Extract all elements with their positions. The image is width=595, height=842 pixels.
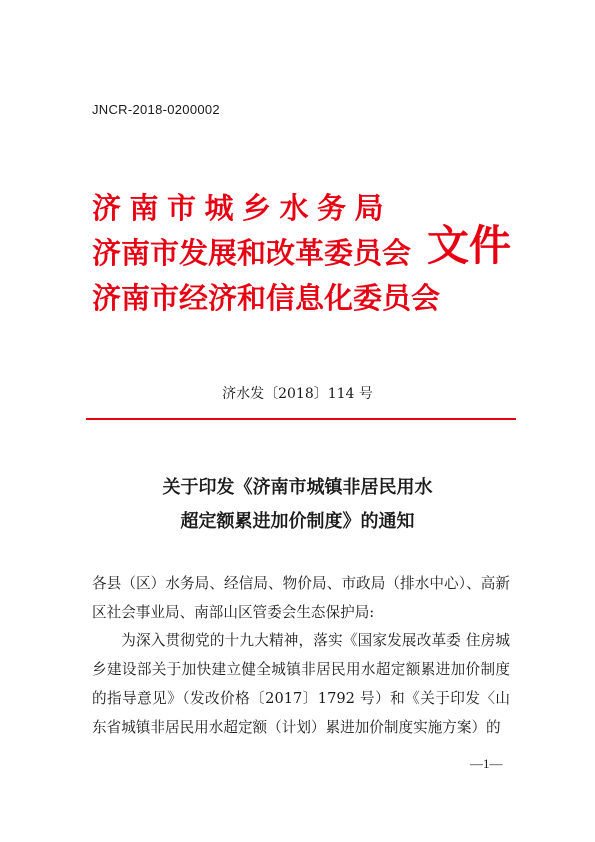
title-line-1: 关于印发《济南市城镇非居民用水 xyxy=(162,477,433,498)
issuer-block xyxy=(92,186,440,321)
title-line-2: 超定额累进加价制度》的通知 xyxy=(180,511,415,532)
body-paragraph: 为深入贯彻党的十九大精神，落实《国家发展改革委 住房城乡建设部关于加快建立健全城镇非居民用水超定额累进加价制度的指导意见》（发改价格〔2017〕1792 号）和《关于印发〈山东省城镇非居民用水超定额（计划）累进加价制度实施方案）的 xyxy=(92,632,510,736)
document-body xyxy=(92,570,510,742)
issuer-water-bureau: 济南市城乡水务局 xyxy=(92,191,393,225)
document-title xyxy=(0,471,595,539)
page-number: —1— xyxy=(470,756,503,771)
red-divider-line xyxy=(86,418,516,420)
document-number: 济水发〔2018〕114 号 xyxy=(222,386,373,402)
issuer-economy-informatization-commission: 济南市经济和信息化委员会 xyxy=(92,281,441,315)
addressee-paragraph: 各县（区）水务局、经信局、物价局、市政局（排水中心）、高新区社会事业局、南部山区管委会生态保护局: xyxy=(92,575,510,621)
document-suffix-wenjian: 文件 xyxy=(427,221,512,270)
document-id: JNCR-2018-0200002 xyxy=(92,102,220,117)
issuer-development-reform-commission: 济南市发展和改革委员会 xyxy=(92,236,412,270)
